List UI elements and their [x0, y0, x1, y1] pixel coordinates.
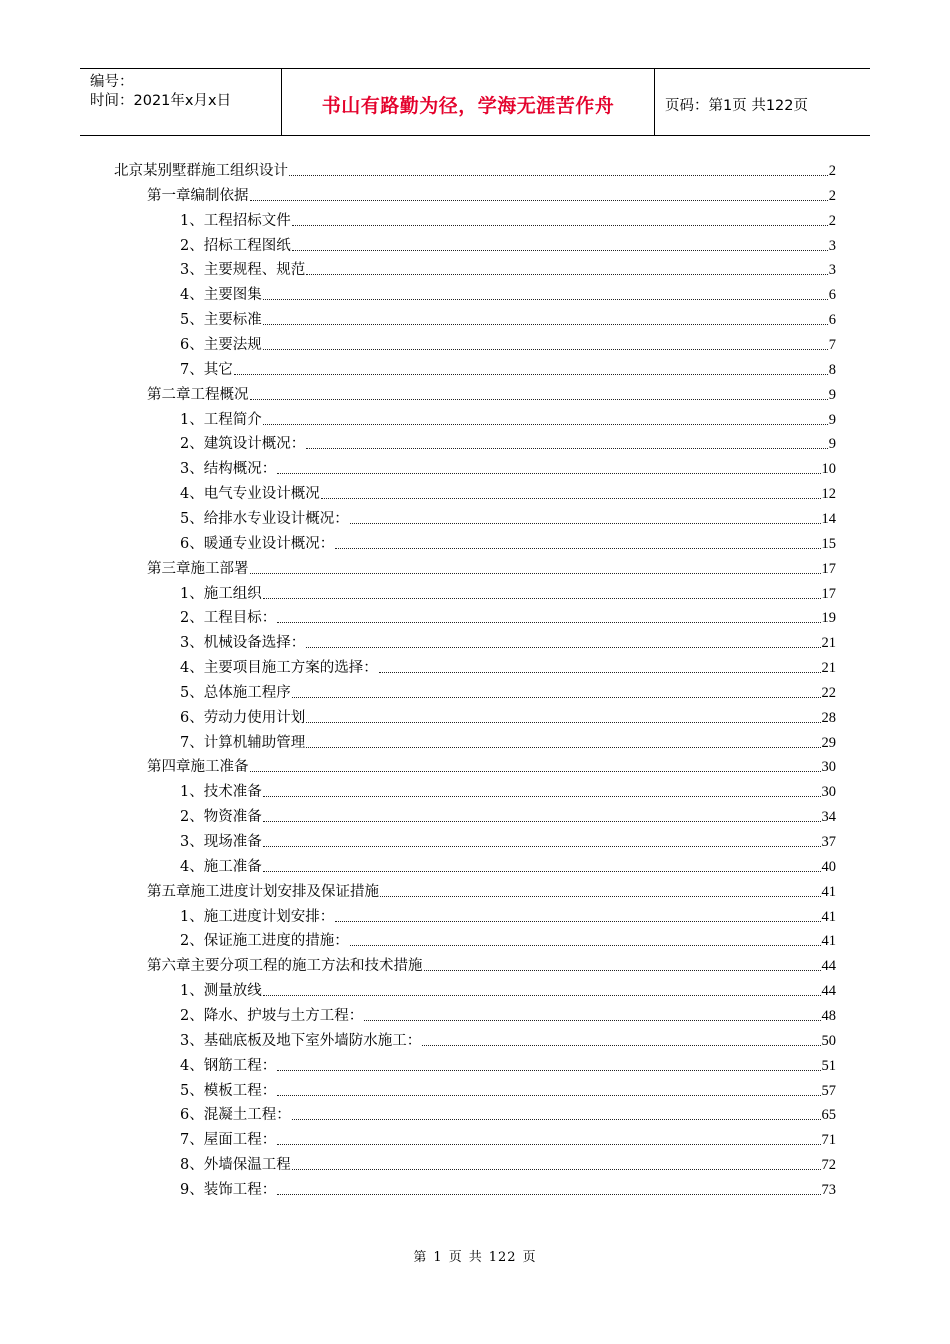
toc-dot-leader — [263, 821, 821, 822]
toc-entry-title: 第三章施工部署 — [147, 560, 249, 577]
toc-entry[interactable] — [180, 1003, 836, 1025]
toc-entry-page: 71 — [821, 1132, 836, 1149]
toc-entry-title: 3、现场准备 — [180, 834, 262, 850]
toc-entry-title: 3、主要规程、规范 — [180, 262, 306, 279]
toc-dot-leader — [250, 200, 828, 201]
toc-dot-leader — [321, 498, 821, 499]
motto: 书山有路勤为径，学海无涯苦作舟 — [321, 94, 615, 117]
header-meta-cell — [80, 69, 282, 135]
toc-dot-leader — [277, 1095, 820, 1096]
toc-entry-page: 21 — [821, 635, 836, 652]
toc-dot-leader — [306, 647, 820, 648]
toc-dot-leader — [263, 424, 828, 425]
time-label: 时间：2021年x月x日 — [90, 93, 232, 109]
toc-entry-page: 3 — [828, 237, 836, 254]
toc-entry-title: 9、装饰工程： — [180, 1181, 277, 1198]
toc-entry[interactable] — [180, 1028, 836, 1050]
toc-entry-page: 34 — [821, 809, 836, 826]
toc-dot-leader — [306, 747, 820, 748]
toc-entry-title: 4、主要图集 — [180, 287, 262, 304]
toc-entry-title: 2、物资准备 — [180, 809, 262, 826]
toc-entry[interactable] — [180, 854, 836, 876]
footer-ye2: 页 — [522, 1250, 537, 1265]
toc-entry-page: 48 — [821, 1007, 836, 1024]
toc-entry-title: 2、工程目标： — [180, 610, 277, 627]
toc-entry-page: 6 — [828, 312, 836, 329]
toc-entry-page: 17 — [821, 560, 836, 577]
toc-dot-leader — [424, 970, 821, 971]
toc-entry-title: 2、招标工程图纸 — [180, 237, 291, 254]
toc-entry-page: 29 — [821, 734, 836, 751]
toc-entry-page: 65 — [821, 1107, 836, 1124]
toc-entry[interactable] — [180, 1102, 836, 1124]
toc-entry-page: 22 — [821, 684, 836, 701]
toc-entry[interactable] — [180, 605, 836, 627]
footer-current-page: 1 — [433, 1250, 443, 1265]
toc-entry-title: 4、施工准备 — [180, 858, 262, 875]
toc-entry[interactable] — [180, 307, 836, 329]
toc-dot-leader — [306, 448, 828, 449]
toc-entry[interactable] — [180, 1177, 836, 1199]
toc-entry-page: 12 — [821, 486, 836, 503]
toc-entry[interactable] — [180, 680, 836, 702]
toc-dot-leader — [277, 1144, 820, 1145]
toc-entry-title: 第四章施工准备 — [147, 759, 249, 776]
toc-entry-page: 51 — [821, 1057, 836, 1074]
toc-entry-title: 6、主要法规 — [180, 337, 262, 353]
toc-entry-page: 41 — [821, 883, 836, 900]
toc-entry-title: 6、暖通专业设计概况： — [180, 535, 335, 552]
toc-entry[interactable] — [147, 953, 836, 975]
toc-entry-page: 15 — [821, 535, 836, 552]
toc-entry-title: 第五章施工进度计划安排及保证措施 — [147, 883, 379, 900]
toc-entry-title: 4、电气专业设计概况 — [180, 486, 320, 503]
toc-entry-title: 北京某别墅群施工组织设计 — [114, 163, 288, 179]
toc-entry[interactable] — [180, 1152, 836, 1174]
toc-entry-title: 1、工程简介 — [180, 411, 262, 428]
toc-entry-page: 2 — [828, 212, 836, 229]
toc-entry[interactable] — [147, 556, 836, 578]
toc-dot-leader — [289, 175, 828, 176]
toc-dot-leader — [263, 349, 828, 350]
toc-dot-leader — [263, 598, 821, 599]
toc-dot-leader — [263, 871, 821, 872]
toc-entry-page: 19 — [821, 610, 836, 627]
toc-entry[interactable] — [180, 481, 836, 503]
toc-entry-title: 7、屋面工程： — [180, 1132, 277, 1149]
toc-entry[interactable] — [180, 1078, 836, 1100]
header-motto-cell — [282, 69, 655, 135]
toc-entry[interactable] — [147, 382, 836, 404]
toc-entry[interactable] — [180, 928, 836, 950]
toc-dot-leader — [250, 399, 828, 400]
toc-entry[interactable] — [147, 879, 836, 901]
toc-entry-title: 8、外墙保温工程 — [180, 1157, 291, 1173]
page-header — [80, 68, 870, 136]
toc-entry-title: 4、钢筋工程： — [180, 1057, 277, 1074]
toc-entry-title: 1、测量放线 — [180, 983, 262, 1000]
toc-entry-page: 2 — [828, 163, 836, 179]
toc-entry[interactable] — [180, 233, 836, 255]
toc-entry-page: 7 — [828, 337, 836, 353]
toc-entry[interactable] — [180, 431, 836, 453]
toc-entry[interactable] — [180, 531, 836, 553]
toc-entry-title: 1、施工进度计划安排： — [180, 908, 335, 925]
toc-entry-title: 3、基础底板及地下室外墙防水施工： — [180, 1032, 422, 1049]
toc-entry[interactable] — [114, 158, 836, 180]
toc-dot-leader — [263, 995, 821, 996]
toc-entry[interactable] — [180, 407, 836, 429]
toc-entry-page: 30 — [821, 759, 836, 776]
toc-dot-leader — [263, 846, 821, 847]
footer-di: 第 — [413, 1250, 428, 1265]
page-footer — [0, 1246, 950, 1265]
toc-dot-leader — [422, 1045, 820, 1046]
toc-entry-page: 40 — [821, 858, 836, 875]
toc-dot-leader — [277, 1194, 820, 1195]
toc-entry-page: 10 — [821, 461, 836, 478]
toc-entry-page: 9 — [828, 436, 836, 453]
toc-entry-page: 37 — [821, 834, 836, 850]
toc-dot-leader — [379, 672, 821, 673]
toc-dot-leader — [306, 274, 828, 275]
toc-entry-page: 14 — [821, 510, 836, 527]
toc-entry[interactable] — [180, 257, 836, 279]
toc-entry-page: 3 — [828, 262, 836, 279]
toc-entry-page: 44 — [821, 958, 836, 975]
toc-entry-title: 5、主要标准 — [180, 312, 262, 329]
toc-dot-leader — [335, 548, 820, 549]
toc-entry[interactable] — [180, 1053, 836, 1075]
toc-dot-leader — [350, 945, 821, 946]
toc-dot-leader — [292, 1119, 821, 1120]
toc-dot-leader — [292, 225, 828, 226]
toc-dot-leader — [364, 1020, 820, 1021]
toc-entry-title: 1、技术准备 — [180, 784, 262, 801]
toc-entry-page: 9 — [828, 386, 836, 403]
toc-dot-leader — [292, 697, 821, 698]
toc-dot-leader — [263, 796, 821, 797]
toc-entry[interactable] — [180, 904, 836, 926]
toc-dot-leader — [350, 523, 821, 524]
footer-ye1: 页 — [448, 1250, 463, 1265]
toc-entry-title: 3、结构概况： — [180, 461, 277, 478]
toc-entry[interactable] — [180, 829, 836, 851]
toc-entry[interactable] — [180, 804, 836, 826]
toc-entry[interactable] — [180, 705, 836, 727]
toc-entry-title: 2、降水、护坡与土方工程： — [180, 1007, 364, 1024]
toc-entry-page: 17 — [821, 585, 836, 602]
toc-dot-leader — [292, 1169, 821, 1170]
toc-entry-page: 30 — [821, 784, 836, 801]
toc-entry-page: 50 — [821, 1032, 836, 1049]
toc-entry-page: 21 — [821, 660, 836, 676]
toc-dot-leader — [335, 921, 820, 922]
toc-dot-leader — [277, 622, 820, 623]
toc-entry-page: 44 — [821, 983, 836, 1000]
toc-entry[interactable] — [180, 655, 836, 677]
toc-entry-title: 第一章编制依据 — [147, 187, 249, 204]
toc-dot-leader — [277, 1070, 820, 1071]
toc-entry-title: 6、劳动力使用计划 — [180, 709, 306, 726]
toc-entry-page: 57 — [821, 1082, 836, 1099]
toc-entry[interactable] — [180, 779, 836, 801]
toc-dot-leader — [263, 324, 828, 325]
toc-entry-title: 2、建筑设计概况： — [180, 436, 306, 453]
toc-dot-leader — [250, 771, 821, 772]
toc-dot-leader — [234, 374, 828, 375]
toc-entry-page: 2 — [828, 187, 836, 204]
toc-entry[interactable] — [180, 581, 836, 603]
toc-entry-title: 7、计算机辅助管理 — [180, 734, 306, 751]
toc-entry-title: 5、给排水专业设计概况： — [180, 510, 349, 527]
toc-entry[interactable] — [180, 730, 836, 752]
toc-entry[interactable] — [180, 630, 836, 652]
toc-entry[interactable] — [147, 754, 836, 776]
toc-dot-leader — [250, 573, 821, 574]
toc-entry[interactable] — [180, 1127, 836, 1149]
toc-entry[interactable] — [180, 282, 836, 304]
toc-entry-page: 73 — [821, 1181, 836, 1198]
toc-entry-page: 72 — [821, 1157, 836, 1173]
toc-entry-page: 28 — [821, 709, 836, 726]
toc-entry[interactable] — [147, 183, 836, 205]
toc-entry[interactable] — [180, 357, 836, 379]
toc-entry-title: 3、机械设备选择： — [180, 635, 306, 652]
toc-entry-title: 1、工程招标文件 — [180, 212, 291, 229]
toc-dot-leader — [380, 896, 821, 897]
toc-entry-page: 8 — [828, 361, 836, 378]
toc-entry-title: 5、模板工程： — [180, 1082, 277, 1099]
toc-entry-page: 41 — [821, 933, 836, 950]
toc-entry-page: 41 — [821, 908, 836, 925]
toc-dot-leader — [263, 299, 828, 300]
toc-entry[interactable] — [180, 456, 836, 478]
toc-entry-title: 1、施工组织 — [180, 585, 262, 602]
toc-entry-title: 第六章主要分项工程的施工方法和技术措施 — [147, 958, 423, 975]
footer-gong: 共 — [468, 1250, 483, 1265]
toc-entry-title: 第二章工程概况 — [147, 386, 249, 403]
toc-entry[interactable] — [180, 208, 836, 230]
toc-dot-leader — [277, 473, 820, 474]
toc-entry-title: 7、其它 — [180, 361, 233, 378]
toc-entry[interactable] — [180, 978, 836, 1000]
toc-entry-title: 4、主要项目施工方案的选择： — [180, 660, 378, 676]
header-page-cell — [655, 69, 870, 135]
footer-total-pages: 122 — [488, 1250, 517, 1265]
serial-number-label: 编号： — [90, 74, 134, 90]
toc-entry[interactable] — [180, 332, 836, 354]
header-page-info: 页码：第1页 共122页 — [665, 97, 809, 114]
toc-entry-title: 5、总体施工程序 — [180, 684, 291, 701]
toc-entry[interactable] — [180, 506, 836, 528]
toc-dot-leader — [292, 250, 828, 251]
toc-entry-title: 2、保证施工进度的措施： — [180, 933, 349, 950]
toc-dot-leader — [306, 722, 820, 723]
toc-entry-page: 6 — [828, 287, 836, 304]
toc-entry-title: 6、混凝土工程： — [180, 1107, 291, 1124]
toc-entry-page: 9 — [828, 411, 836, 428]
